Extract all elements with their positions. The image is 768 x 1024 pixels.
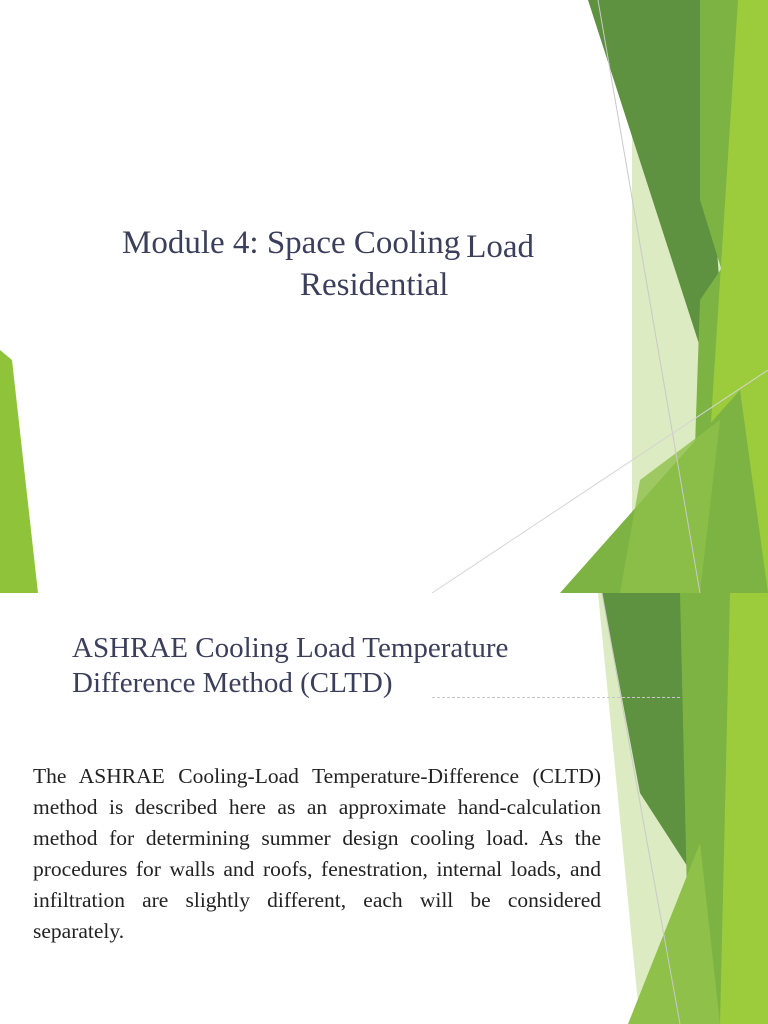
title-line-1: Module 4: Space Cooling <box>122 225 461 261</box>
slide-1-title <box>122 222 602 306</box>
slide-2 <box>0 593 768 1024</box>
slide-2-body-text: The ASHRAE Cooling-Load Temperature-Difference (CLTD) method is described here as an approximate hand-calculation method for determining summer design cooling load. As the procedures for walls and roofs, fenestration, internal loads, and infiltration are slightly different, each will be considered separately. <box>33 764 601 943</box>
title-divider <box>432 697 680 698</box>
slide-2-title: ASHRAE Cooling Load Temperature Difference Method (CLTD) <box>72 632 509 699</box>
title-load-word: Load <box>466 229 535 265</box>
title-line-2: Residential <box>300 267 449 303</box>
